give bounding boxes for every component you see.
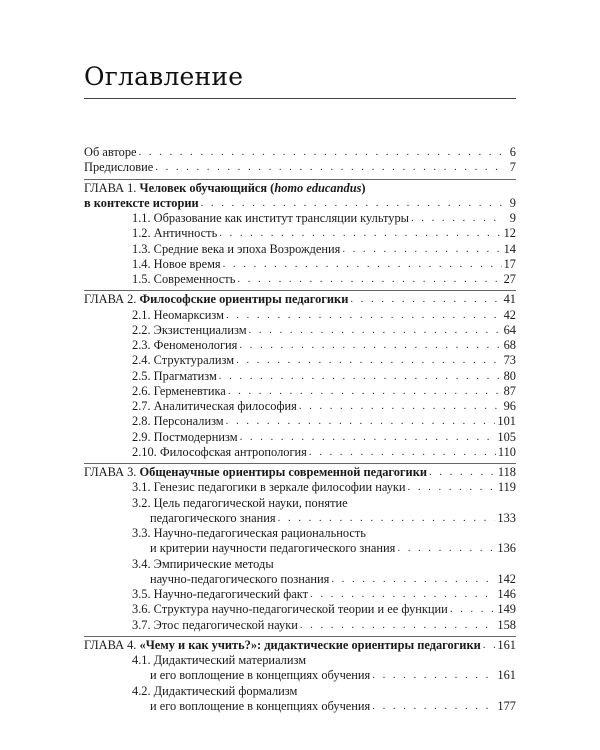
- toc-entry-2-8[interactable]: [84, 414, 516, 429]
- dot-leader: [223, 257, 502, 272]
- toc-page-number: 27: [503, 272, 516, 286]
- dot-leader: [429, 465, 496, 480]
- chapter-number: ГЛАВА 3.: [84, 465, 137, 479]
- toc-entry-2-7[interactable]: [84, 399, 516, 414]
- toc-page-number: 177: [497, 698, 516, 713]
- toc-entry-preface[interactable]: [84, 160, 516, 175]
- chapter-title-line2: в контексте истории: [84, 195, 199, 210]
- toc-label: 3.5. Научно-педагогический факт: [132, 587, 309, 601]
- toc-page-number: 12: [503, 226, 516, 241]
- dot-leader: [310, 587, 495, 602]
- dot-leader: [483, 638, 496, 653]
- dot-leader: [331, 572, 495, 587]
- toc-entry-2-6[interactable]: [84, 384, 516, 399]
- toc-page-number: 73: [503, 353, 516, 368]
- chapter-title: Философские ориентиры педагогики: [139, 292, 349, 307]
- toc-label: 3.1. Генезис педагогики в зеркале философии науки: [132, 480, 406, 495]
- toc-label: 2.10. Философская антропология: [132, 444, 307, 459]
- toc-entry-3-4-cont[interactable]: [84, 572, 516, 587]
- toc-label: Об авторе: [84, 145, 137, 159]
- toc-entry-3-1[interactable]: [84, 480, 516, 495]
- chapter-heading-text: [84, 638, 481, 653]
- dot-leader: [300, 618, 496, 633]
- toc-page-number: 9: [509, 211, 516, 225]
- title-divider: [84, 98, 516, 99]
- toc-label: 3.4. Эмпирические методы: [132, 556, 274, 571]
- chapter-1-heading[interactable]: [84, 180, 516, 196]
- toc-page-number: 161: [497, 637, 516, 652]
- toc-entry-4-1-cont[interactable]: [84, 668, 516, 683]
- toc-entry-2-3[interactable]: [84, 338, 516, 353]
- dot-leader: [342, 242, 501, 257]
- toc-entry-2-9[interactable]: [84, 430, 516, 445]
- toc-page-number: 146: [497, 587, 516, 601]
- dot-leader: [278, 511, 496, 526]
- toc-page-number: 14: [503, 241, 516, 256]
- toc-page-number: 105: [497, 429, 516, 444]
- dot-leader: [249, 323, 502, 338]
- toc-entry-3-2-cont[interactable]: [84, 511, 516, 526]
- dot-leader: [350, 292, 501, 307]
- dot-leader: [201, 196, 504, 211]
- chapter-number: ГЛАВА 2.: [84, 292, 137, 307]
- chapter-number: ГЛАВА 1.: [84, 180, 137, 195]
- toc-page-number: 149: [497, 602, 516, 617]
- toc-entry-3-6[interactable]: [84, 602, 516, 617]
- toc-entry-3-2[interactable]: [84, 496, 516, 511]
- toc-entry-3-3[interactable]: [84, 526, 516, 541]
- toc-label: 4.1. Дидактический материализм: [132, 653, 307, 667]
- toc-page-number: 110: [497, 444, 516, 459]
- dot-leader: [228, 384, 502, 399]
- toc-label: 2.8. Персонализм: [132, 414, 224, 429]
- dot-leader: [219, 226, 501, 241]
- chapter-1-heading-line2[interactable]: [84, 196, 516, 211]
- toc-entry-3-5[interactable]: [84, 587, 516, 602]
- dot-leader: [237, 272, 501, 287]
- toc-label: 2.4. Структурализм: [132, 353, 235, 368]
- page-title: Оглавление: [84, 62, 244, 91]
- toc-page-number: 87: [503, 383, 516, 398]
- toc-entry-1-5[interactable]: [84, 272, 516, 287]
- toc-entry-4-2[interactable]: [84, 684, 516, 699]
- chapter-title: Общенаучные ориентиры современной педагогики: [139, 465, 427, 479]
- chapter-4-heading[interactable]: [84, 637, 516, 653]
- toc-label: 2.6. Герменевтика: [132, 383, 226, 398]
- toc-entry-4-2-cont[interactable]: [84, 699, 516, 714]
- toc-label: 2.1. Неомарксизм: [132, 307, 224, 322]
- toc-label-continued: педагогического знания: [150, 510, 276, 525]
- toc-page-number: 161: [497, 668, 516, 683]
- dot-leader: [372, 668, 495, 683]
- dot-leader: [139, 145, 504, 160]
- toc-page-number: 119: [497, 480, 516, 495]
- toc-page-number: 118: [497, 465, 516, 479]
- toc-entry-2-1[interactable]: [84, 308, 516, 323]
- toc-label: 3.6. Структура научно-педагогической теории и ее функции: [132, 602, 448, 617]
- toc-entry-1-1[interactable]: [84, 211, 516, 226]
- toc-label: 2.3. Феноменология: [132, 338, 238, 352]
- toc-page-number: 158: [497, 617, 516, 632]
- dot-leader: [309, 445, 496, 460]
- toc-entry-3-3-cont[interactable]: [84, 541, 516, 556]
- toc-label: 2.2. Экзистенциализм: [132, 322, 247, 337]
- dot-leader: [226, 414, 496, 429]
- toc-label: 3.3. Научно-педагогическая рациональность: [132, 526, 366, 540]
- toc-label-continued: и его воплощение в концепциях обучения: [150, 698, 371, 713]
- toc-page-number: 136: [497, 541, 516, 556]
- toc-entry-4-1[interactable]: [84, 653, 516, 668]
- chapter-title-part: Человек обучающийся (: [139, 180, 275, 195]
- dot-leader: [411, 211, 504, 226]
- chapter-title-italic: homo educandus: [274, 180, 362, 195]
- toc-page-number: 6: [509, 145, 516, 159]
- dot-leader: [236, 353, 502, 368]
- toc-page-number: 64: [503, 322, 516, 337]
- toc-label-continued: научно-педагогического познания: [150, 571, 330, 586]
- toc-label: 3.2. Цель педагогической науки, понятие: [132, 495, 348, 510]
- dot-leader: [155, 160, 504, 175]
- dot-leader: [239, 338, 501, 353]
- toc-label: 2.5. Прагматизм: [132, 368, 217, 383]
- toc-entry-3-4[interactable]: [84, 557, 516, 572]
- toc-label-continued: и его воплощение в концепциях обучения: [150, 668, 371, 683]
- toc-page-number: 41: [503, 292, 516, 307]
- dot-leader: [219, 369, 502, 384]
- toc-label: 2.9. Постмодернизм: [132, 429, 238, 444]
- toc-label: 1.5. Современность: [132, 272, 236, 286]
- toc-page-number: 7: [509, 160, 516, 175]
- toc-page-number: 17: [503, 256, 516, 271]
- toc-entry-2-10[interactable]: [84, 445, 516, 460]
- toc-label: Предисловие: [84, 160, 154, 175]
- toc-page-number: 133: [497, 510, 516, 525]
- toc-entry-2-4[interactable]: [84, 353, 516, 368]
- chapter-3-heading[interactable]: [84, 464, 516, 480]
- dot-leader: [372, 699, 495, 714]
- toc-entry-about-author[interactable]: [84, 145, 516, 160]
- toc-page-number: 68: [503, 338, 516, 352]
- toc-entry-1-4[interactable]: [84, 257, 516, 272]
- dot-leader: [450, 602, 496, 617]
- chapter-2-heading[interactable]: [84, 291, 516, 307]
- toc-label: 1.3. Средние века и эпоха Возрождения: [132, 241, 341, 256]
- toc-entry-2-2[interactable]: [84, 323, 516, 338]
- chapter-number: ГЛАВА 4.: [84, 637, 137, 652]
- chapter-heading-text: [84, 292, 348, 307]
- toc-page-number: 142: [497, 571, 516, 586]
- toc-page-number: 9: [509, 195, 516, 210]
- toc-page-number: 42: [503, 307, 516, 322]
- toc-label: 1.1. Образование как институт трансляции культуры: [132, 211, 409, 225]
- toc-page-number: 80: [503, 368, 516, 383]
- toc-label: 1.2. Античность: [132, 226, 218, 241]
- chapter-title: «Чему и как учить?»: дидактические ориентиры педагогики: [139, 637, 481, 652]
- toc-entry-1-2[interactable]: [84, 226, 516, 241]
- dot-leader: [397, 541, 495, 556]
- dot-leader: [408, 480, 496, 495]
- table-of-contents: [84, 145, 516, 714]
- toc-page-number: 96: [503, 399, 516, 413]
- dot-leader: [226, 308, 502, 323]
- toc-label: 1.4. Новое время: [132, 256, 221, 271]
- dot-leader: [299, 399, 502, 414]
- toc-entry-2-5[interactable]: [84, 369, 516, 384]
- toc-entry-1-3[interactable]: [84, 242, 516, 257]
- toc-label: 4.2. Дидактический формализм: [132, 683, 298, 698]
- toc-label: 3.7. Этос педагогической науки: [132, 617, 298, 632]
- toc-label: 2.7. Аналитическая философия: [132, 399, 297, 413]
- chapter-title-part: ): [361, 180, 366, 195]
- toc-entry-3-7[interactable]: [84, 618, 516, 633]
- dot-leader: [240, 430, 496, 445]
- toc-page-number: 101: [497, 414, 516, 429]
- toc-label-continued: и критерии научности педагогического знания: [150, 541, 396, 556]
- chapter-heading-text: [84, 465, 427, 480]
